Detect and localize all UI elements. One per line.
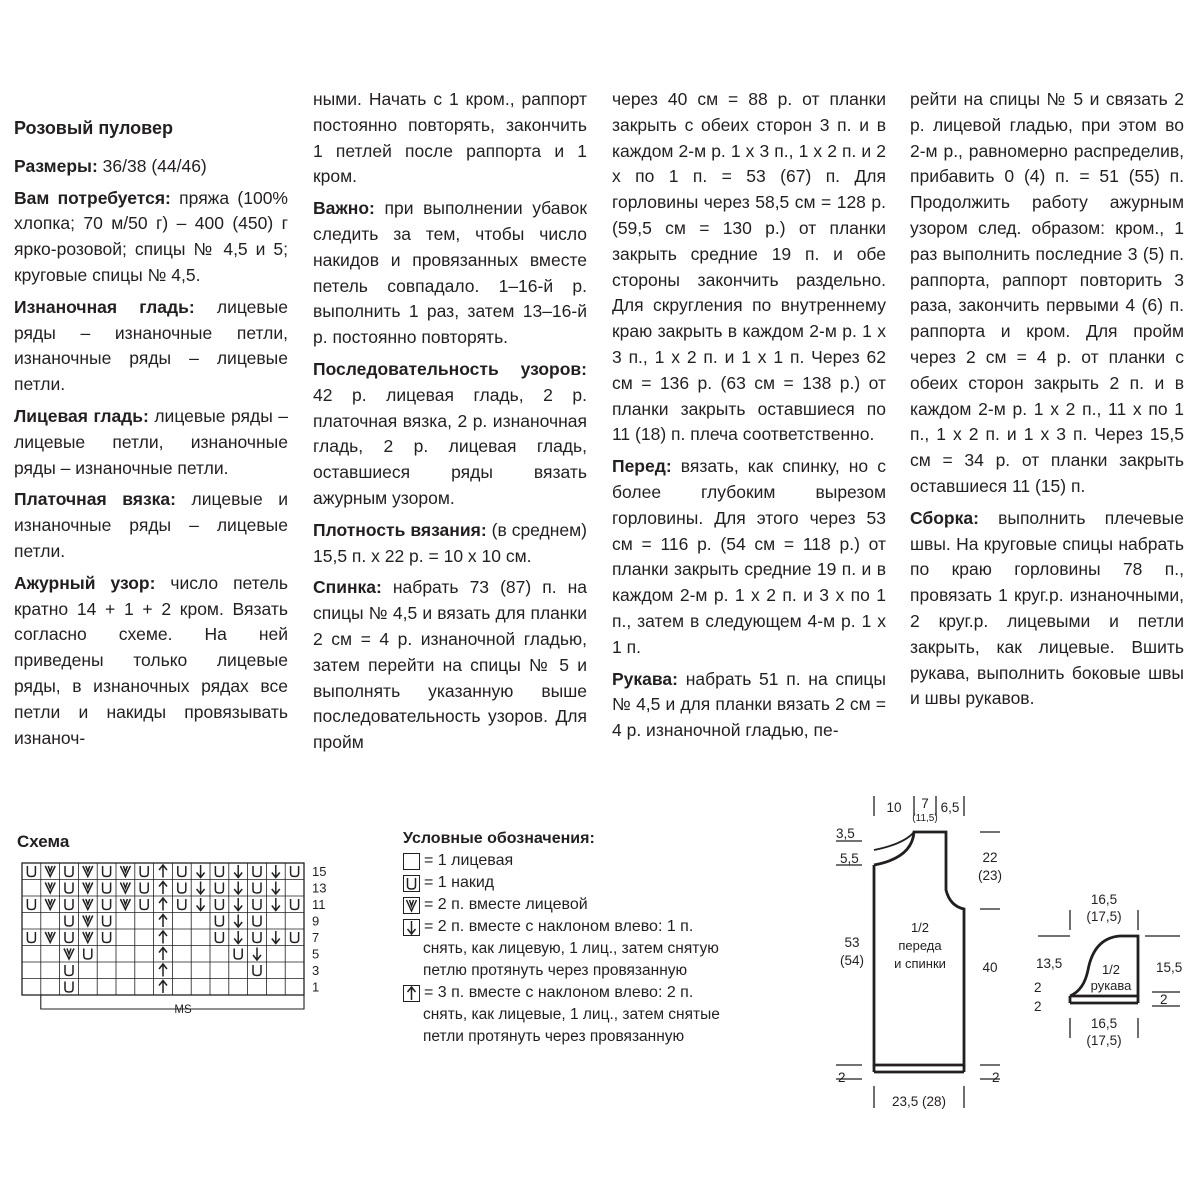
chart-cell-symbol	[272, 898, 280, 911]
section-label: Лицевая гладь:	[14, 405, 149, 426]
sleeve-label-1: 1/2	[1101, 962, 1121, 977]
legend-item-text: = 1 накид	[424, 874, 495, 891]
chart-cell-symbol	[83, 916, 93, 927]
chart-row-label: 13	[312, 880, 327, 896]
chart-cell-symbol	[65, 899, 73, 910]
chart-row-label: 5	[312, 946, 320, 962]
chart-cell-symbol	[103, 899, 111, 910]
body-top-b: 7	[921, 796, 929, 811]
chart-cell-symbol	[83, 883, 93, 894]
chart-cell-symbol	[253, 916, 261, 927]
col3-paragraphs	[612, 87, 886, 744]
chart-cell-symbol	[64, 949, 74, 960]
chart-cell-symbol	[272, 931, 280, 944]
chart-cell-symbol	[120, 883, 130, 894]
chart-cell-symbol	[291, 899, 299, 910]
schema-title: Схема	[17, 832, 70, 851]
chart-cell-symbol	[215, 932, 223, 943]
section-label: Сборка:	[910, 507, 979, 528]
legend-symbol-icon	[403, 875, 421, 893]
chart-cell-symbol	[27, 899, 35, 910]
chart-cell-symbol	[159, 865, 167, 878]
sleeve-hem-right: 2	[1160, 992, 1168, 1007]
chart-cell-symbol	[159, 915, 167, 928]
body-top-a: 10	[886, 800, 902, 815]
body-left-length2: (54)	[839, 953, 865, 968]
chart-cell-symbol	[65, 916, 73, 927]
section-label: Последовательность узоров:	[313, 358, 587, 379]
section-text: при выполнении убавок следить за тем, чтобы число накидов и провязанных вместе петель совпадало. 1–16-й р. выполнить 1 раз, затем 13–16-й р. постоянно повторять.	[313, 198, 587, 348]
chart-cell-symbol	[45, 866, 55, 877]
legend-symbol-icon	[403, 985, 421, 1003]
section-label: Платочная вязка:	[14, 489, 176, 510]
sleeve-bottom: 16,5	[1090, 1016, 1118, 1031]
legend-symbol-icon	[403, 919, 421, 937]
section-label: Важно:	[313, 198, 375, 219]
col4-paragraph	[910, 87, 1184, 500]
chart-cell-symbol	[45, 899, 55, 910]
chart-cell-symbol	[45, 883, 55, 894]
body-bottom: 23,5 (28)	[891, 1094, 947, 1109]
chart-cell-symbol	[65, 932, 73, 943]
sleeve-pattern-diagram	[1020, 880, 1200, 1060]
col3-paragraph	[612, 454, 886, 660]
chart-cell-symbol	[197, 865, 205, 878]
section-text: набрать 73 (87) п. на спицы № 4,5 и вязать для планки 2 см = 4 р. изнаночной гладью, затем перейти на спицы № 5 и выполнять указанную выше последовательность узоров. Для пройм	[313, 577, 587, 753]
legend-symbol-icon	[403, 897, 421, 915]
chart-cell-symbol	[272, 865, 280, 878]
section-text: выполнить плечевые швы. На круговые спицы набрать по краю горловины 78 п., провязать 1 круг.р. изнаночными, 2 круг.р. лицевыми и петли закрыть, как лицевые. Вшить рукава, выполнить боковые швы и швы рукавов.	[910, 507, 1184, 709]
legend-title: Условные обозначения:	[403, 830, 595, 847]
section-text: лицевые и изнаночные ряды – лицевые петли.	[14, 489, 288, 561]
chart-cell-symbol	[178, 899, 186, 910]
chart-cell-symbol	[291, 866, 299, 877]
chart-cell-symbol	[215, 899, 223, 910]
chart-cell-symbol	[234, 898, 242, 911]
chart-cell-symbol	[83, 932, 93, 943]
chart-cell-symbol	[120, 866, 130, 877]
sleeve-label-2: рукава	[1090, 978, 1132, 993]
section-text: через 40 см = 88 р. от планки закрыть с обеих сторон 3 п. и в каждом 2-м р. 1 х 3 п., 1 х 2 п. и 2 х по 1 п. = 53 (67) п. Для горловины через 58,5 см = 128 р. (59,5 см = 130 р.) от планки закрыть средние 19 п. и обе стороны закончить раздельно. Для скругления по внутреннему краю закрыть в каждом 2-м р. 1 х 3 п., 1 х 2 п. и 1 х 1 п. Через 62 см = 136 р. (63 см = 138 р.) от планки закрыть оставшиеся по 11 (18) п. плеча соответственно.	[612, 89, 886, 445]
chart-row-label: 9	[312, 913, 320, 929]
chart-cell-symbol	[27, 866, 35, 877]
chart-cell-symbol	[253, 932, 261, 943]
section-text: ными. Начать с 1 кром., раппорт постоянно повторять, закончить 1 петлей после раппорта и 1 кром.	[313, 89, 587, 187]
chart-cell-symbol	[253, 948, 261, 961]
chart-cell-symbol	[253, 883, 261, 894]
chart-row-label: 1	[312, 979, 320, 995]
chart-cell-symbol	[65, 965, 73, 976]
legend-symbol-icon	[403, 853, 421, 871]
chart-cell-symbol	[159, 948, 167, 961]
chart-cell-symbol	[272, 882, 280, 895]
legend-item-text: = 3 п. вместе с наклоном влево: 2 п.	[424, 984, 694, 1001]
chart-cell-symbol	[215, 916, 223, 927]
section-label: Плотность вязания:	[313, 519, 487, 540]
section-text: вязать, как спинку, но с более глубоким вырезом горловины. Для этого через 53 см = 116 р. (54 см = 118 р.) от планки закрыть средние 19 п. и в каждом 2-м р. 1 х 2 п. и 3 х по 1 п., затем в следующем 4-м р. 1 х 1 п.	[612, 456, 886, 657]
chart-cell-symbol	[159, 931, 167, 944]
chart-cell-symbol	[234, 949, 242, 960]
sleeve-top: 16,5	[1090, 892, 1118, 907]
chart-cell-symbol	[65, 982, 73, 993]
chart-cell-symbol	[84, 949, 92, 960]
ms-bracket	[41, 995, 304, 1009]
chart-cell-symbol	[140, 883, 148, 894]
chart-cell-symbol	[140, 899, 148, 910]
chart-cell-symbol	[159, 981, 167, 994]
legend-item-text: = 2 п. вместе с наклоном влево: 1 п.	[424, 918, 694, 935]
section-text: набрать 51 п. на спицы № 4,5 и для планки вязать 2 см = 4 р. изнаночной гладью, пе-	[612, 668, 886, 741]
chart-cell-symbol	[159, 882, 167, 895]
sleeve-right: 15,5	[1156, 960, 1183, 975]
chart-cell-symbol	[291, 932, 299, 943]
section-label: Размеры:	[14, 155, 98, 176]
legend-item	[403, 850, 758, 872]
legend-item-text: = 1 лицевая	[424, 852, 514, 869]
article-title: Розовый пуловер	[14, 118, 173, 138]
chart-cell-symbol	[253, 899, 261, 910]
body-left-length: 53	[844, 935, 860, 950]
body-left-b: 5,5	[840, 851, 859, 866]
section-label: Ажурный узор:	[14, 572, 156, 593]
chart-cell-symbol	[253, 866, 261, 877]
section-text: пряжа (100% хлопка; 70 м/50 г) – 400 (450) г ярко-розовой; спицы № 4,5 и 5; круговые спицы № 4,5.	[14, 187, 288, 285]
body-label-2: переда	[898, 938, 942, 953]
chart-row-label: 11	[312, 897, 326, 912]
chart-cell-symbol	[253, 965, 261, 976]
sleeve-hem-left2: 2	[1034, 999, 1042, 1014]
body-right-a2: (23)	[977, 868, 1003, 883]
text-column-3	[612, 87, 886, 744]
chart-row-label: 15	[312, 864, 327, 879]
legend-item-text: = 2 п. вместе лицевой	[424, 896, 588, 913]
legend-items	[403, 850, 758, 1048]
legend-item	[403, 916, 758, 938]
chart-cell-symbol	[234, 882, 242, 895]
legend-item-continuation: снять, как лицевые, 1 лиц., затем снятые петли протянуть через провязанную	[423, 1006, 720, 1045]
col3-paragraph	[612, 87, 886, 448]
legend-item	[403, 872, 758, 894]
col4-paragraph	[910, 506, 1184, 712]
section-text: лицевые ряды – лицевые петли, изнаночные ряды – изнаночные петли.	[14, 405, 288, 478]
chart-cell-symbol	[215, 866, 223, 877]
body-label-1: 1/2	[910, 920, 930, 935]
body-hem-right: 2	[992, 1070, 1000, 1085]
sleeve-hem-left: 2	[1034, 980, 1042, 995]
chart-cell-symbol	[120, 899, 130, 910]
chart-cell-symbol	[65, 883, 73, 894]
section-text: (в среднем) 15,5 п. х 22 р. = 10 х 10 см.	[313, 519, 587, 566]
chart-cell-symbol	[178, 866, 186, 877]
col3-paragraph	[612, 667, 886, 744]
body-right-length: 40	[982, 960, 998, 975]
sleeve-left: 13,5	[1036, 956, 1063, 971]
sleeve-top2: (17,5)	[1086, 909, 1122, 924]
chart-cell-symbol	[103, 916, 111, 927]
section-text: число петель кратно 14 + 1 + 2 кром. Вязать согласно схеме. На ней приведены только лицевые ряды, в изнаночных рядах все петли и накиды провязывать изнаноч-	[14, 572, 288, 748]
chart-cell-symbol	[159, 964, 167, 977]
section-text: 36/38 (44/46)	[97, 155, 207, 176]
text-column-4	[910, 87, 1184, 712]
chart-cell-symbol	[215, 883, 223, 894]
chart-cell-symbol	[159, 898, 167, 911]
legend-item	[403, 982, 758, 1004]
body-left-a: 3,5	[836, 826, 855, 841]
body-right-a: 22	[982, 850, 998, 865]
chart-cell-symbol	[178, 883, 186, 894]
body-top-b2: (11,5)	[912, 813, 938, 824]
legend	[403, 828, 758, 1048]
ms-label: MS	[174, 1004, 192, 1016]
body-label-3: и спинки	[894, 956, 946, 971]
chart-cell-symbol	[103, 866, 111, 877]
chart-cell-symbol	[197, 898, 205, 911]
chart-row-label: 3	[312, 963, 320, 978]
chart-cell-symbol	[234, 915, 242, 928]
col4-paragraphs	[910, 87, 1184, 712]
body-top-c: 6,5	[940, 800, 960, 815]
sleeve-bottom2: (17,5)	[1086, 1033, 1122, 1048]
chart-cell-symbol	[65, 866, 73, 877]
chart-row-label: 7	[312, 930, 320, 945]
legend-item	[403, 894, 758, 916]
chart-cell-symbol	[83, 899, 93, 910]
chart-cell-symbol	[45, 932, 55, 943]
chart-cell-symbol	[234, 865, 242, 878]
section-label: Перед:	[612, 456, 672, 477]
section-text: 42 р. лицевая гладь, 2 р. платочная вязка, 2 р. изнаночная гладь, 2 р. лицевая гладь, оставшиеся ряды вязать ажурным узором.	[313, 384, 587, 508]
section-text: рейти на спицы № 5 и связать 2 р. лицевой гладью, при этом во 2-м р., равномерно распределив, прибавить 0 (4) п. = 51 (55) п. Продолжить работу ажурным узором след. образом: кром., 1 раз выполнить последние 3 (5) п. раппорта, раппорт повторить 3 раза, закончить первыми 4 (6) п. раппорта и кром. Для пройм через 2 см = 4 р. от планки с обеих сторон закрыть 2 п. и в каждом 2-м р. 1 х 2 п., 11 х по 1 п., 1 х 2 п. и 1 х 3 п. Через 15,5 см = 34 р. от планки закрыть оставшиеся 11 (15) п.	[910, 89, 1184, 496]
section-label: Изнаночная гладь:	[14, 296, 195, 317]
chart-cell-symbol	[234, 931, 242, 944]
chart-cell-symbol	[103, 932, 111, 943]
legend-item-continuation: снять, как лицевую, 1 лиц., затем снятую петлю протянуть через провязанную	[423, 940, 719, 979]
chart-cell-symbol	[103, 883, 111, 894]
section-label: Спинка:	[313, 577, 382, 598]
chart-cell-symbol	[197, 882, 205, 895]
section-label: Рукава:	[612, 668, 678, 689]
chart-cell-symbol	[83, 866, 93, 877]
body-hem-left: 2	[838, 1070, 846, 1085]
section-label: Вам потребуется:	[14, 187, 171, 208]
section-text: лицевые ряды – изнаночные петли, изнаночные ряды – лицевые петли.	[14, 296, 289, 395]
chart-cell-symbol	[27, 932, 35, 943]
chart-cell-symbol	[140, 866, 148, 877]
stitch-chart	[0, 0, 400, 1200]
